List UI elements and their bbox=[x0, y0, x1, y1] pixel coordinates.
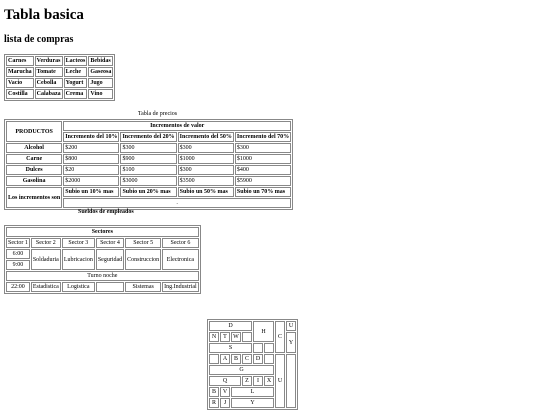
table-cell: Vino bbox=[88, 89, 113, 99]
sectors-table bbox=[4, 225, 201, 294]
row-header: Alcohol bbox=[6, 143, 62, 153]
table-cell: H bbox=[253, 321, 274, 342]
shopping-list-table bbox=[4, 54, 115, 101]
table-cell: 9:00 bbox=[6, 260, 30, 270]
table-cell: Gaseosa bbox=[90, 69, 112, 75]
row-header: Los incrementos son bbox=[6, 187, 62, 208]
table-cell: C bbox=[275, 321, 285, 353]
table-cell: Jugo bbox=[88, 78, 113, 88]
table-cell: Y bbox=[286, 332, 296, 353]
table-row bbox=[6, 249, 199, 259]
table-cell bbox=[286, 354, 296, 408]
table-row bbox=[6, 187, 291, 197]
table-row bbox=[6, 227, 199, 237]
table-cell: Seguridad bbox=[96, 249, 124, 270]
table-cell: Soldaduria bbox=[31, 249, 61, 270]
table-row bbox=[6, 143, 291, 153]
night-shift-header: Turno noche bbox=[6, 271, 199, 281]
shopping-list-heading: lista de compras bbox=[4, 34, 74, 45]
table-cell: Crema bbox=[64, 89, 88, 99]
table-cell: Sistemas bbox=[125, 282, 161, 292]
table-cell: A bbox=[220, 354, 230, 364]
table-cell: Logistica bbox=[62, 282, 95, 292]
table-cell: V bbox=[220, 387, 230, 397]
column-header: Sector 3 bbox=[62, 238, 95, 248]
table-cell: U bbox=[275, 354, 285, 408]
table-cell: Subio un 20% mas bbox=[120, 187, 176, 197]
table-cell: $300 bbox=[120, 143, 176, 153]
table-cell bbox=[253, 343, 263, 353]
table-cell: C bbox=[242, 354, 252, 364]
table-cell: R bbox=[209, 398, 219, 408]
table-cell: L bbox=[231, 387, 274, 397]
column-header: Incremento del 10% bbox=[65, 134, 118, 140]
table-cell bbox=[264, 343, 274, 353]
table-cell: $300 bbox=[178, 165, 234, 175]
table-cell: $3000 bbox=[120, 176, 176, 186]
letter-grid-table bbox=[207, 319, 298, 410]
table-cell: Cebolla bbox=[35, 78, 63, 88]
table-row bbox=[6, 282, 199, 292]
table-cell: S bbox=[209, 343, 252, 353]
table-cell: Subio un 50% mas bbox=[178, 187, 234, 197]
sectors-header: Sectores bbox=[6, 227, 199, 237]
table-cell: Leche bbox=[64, 67, 88, 77]
table-row bbox=[6, 89, 113, 99]
column-header: Sector 6 bbox=[162, 238, 199, 248]
table-row bbox=[6, 154, 291, 164]
row-header: Dulces bbox=[6, 165, 62, 175]
table-row bbox=[6, 78, 113, 88]
table-cell: $300 bbox=[235, 143, 291, 153]
table-cell: Verduras bbox=[35, 56, 63, 66]
table-cell bbox=[96, 282, 124, 292]
table-cell: $300 bbox=[178, 143, 234, 153]
table-cell: Lacteos bbox=[65, 58, 86, 64]
table-row bbox=[6, 176, 291, 186]
table-cell: W bbox=[231, 332, 241, 342]
table-cell: B bbox=[209, 387, 219, 397]
table-cell: Tomate bbox=[35, 67, 63, 77]
column-header: Sector 1 bbox=[8, 240, 28, 246]
table-cell: J bbox=[220, 398, 230, 408]
table-row bbox=[209, 354, 296, 364]
table-cell: $200 bbox=[63, 143, 119, 153]
table-row bbox=[6, 238, 199, 248]
table-cell: Calabaza bbox=[36, 91, 61, 97]
table-cell: Y bbox=[231, 398, 274, 408]
column-header: Incremento del 20% bbox=[122, 134, 175, 140]
table-cell: Construccion bbox=[125, 249, 161, 270]
table-cell: Z bbox=[242, 376, 252, 386]
table-row bbox=[6, 165, 291, 175]
table-cell: Q bbox=[209, 376, 241, 386]
table-cell: U bbox=[286, 321, 296, 331]
table-cell bbox=[242, 332, 252, 342]
table-cell: Carnes bbox=[6, 56, 34, 66]
column-header: Incremento del 50% bbox=[179, 134, 232, 140]
prices-table bbox=[4, 119, 293, 210]
table-cell: $5900 bbox=[235, 176, 291, 186]
page-title: Tabla basica bbox=[4, 7, 84, 23]
table-cell: D bbox=[209, 321, 252, 331]
table-cell: G bbox=[209, 365, 274, 375]
table-cell bbox=[209, 354, 219, 364]
table-cell: 6:00 bbox=[6, 249, 30, 259]
table-cell: $400 bbox=[235, 165, 291, 175]
column-header: Sector 5 bbox=[125, 238, 161, 248]
table-cell: X bbox=[264, 376, 274, 386]
table-cell: Vacio bbox=[6, 78, 34, 88]
prices-caption: Tabla de precios bbox=[137, 111, 178, 117]
table-cell: Subio un 70% mas bbox=[235, 187, 291, 197]
table-cell: $1000 bbox=[235, 154, 291, 164]
row-header: Gasolina bbox=[6, 176, 62, 186]
table-cell: B bbox=[231, 354, 241, 364]
column-header: Sector 2 bbox=[31, 238, 61, 248]
table-row bbox=[6, 121, 291, 131]
table-cell: $3500 bbox=[178, 176, 234, 186]
table-cell: $2000 bbox=[63, 176, 119, 186]
table-cell: Ing.Industrial bbox=[164, 284, 197, 290]
products-header: PRODUCTOS bbox=[6, 121, 62, 142]
salaries-heading: Sueldos de empleados bbox=[78, 209, 134, 215]
table-cell: Bebidas bbox=[88, 56, 113, 66]
table-cell: $100 bbox=[120, 165, 176, 175]
increments-header: Incrementos de valor bbox=[63, 121, 291, 131]
table-row bbox=[6, 271, 199, 281]
table-cell: Lubricacion bbox=[62, 249, 95, 270]
column-header: Incremento del 70% bbox=[236, 134, 290, 140]
table-cell: $1000 bbox=[178, 154, 234, 164]
table-cell: Electronica bbox=[162, 249, 199, 270]
table-row bbox=[209, 321, 296, 331]
table-cell: I bbox=[253, 376, 263, 386]
table-cell: $900 bbox=[120, 154, 176, 164]
table-row bbox=[6, 56, 113, 66]
table-cell: Yogurt bbox=[64, 78, 88, 88]
table-cell: Costilla bbox=[6, 89, 34, 99]
column-header: Sector 4 bbox=[96, 238, 124, 248]
table-cell: Estadistica bbox=[32, 284, 59, 290]
table-cell: . bbox=[63, 198, 291, 208]
row-header: Carne bbox=[6, 154, 62, 164]
table-cell: Marucha bbox=[8, 69, 32, 75]
table-cell: T bbox=[220, 332, 230, 342]
table-row bbox=[6, 67, 113, 77]
table-cell: 22:00 bbox=[6, 282, 30, 292]
table-cell bbox=[264, 354, 274, 364]
table-cell: $800 bbox=[63, 154, 119, 164]
table-cell: Subio un 10% mas bbox=[63, 187, 119, 197]
table-cell: N bbox=[209, 332, 219, 342]
table-cell: $20 bbox=[63, 165, 119, 175]
table-cell: D bbox=[253, 354, 263, 364]
